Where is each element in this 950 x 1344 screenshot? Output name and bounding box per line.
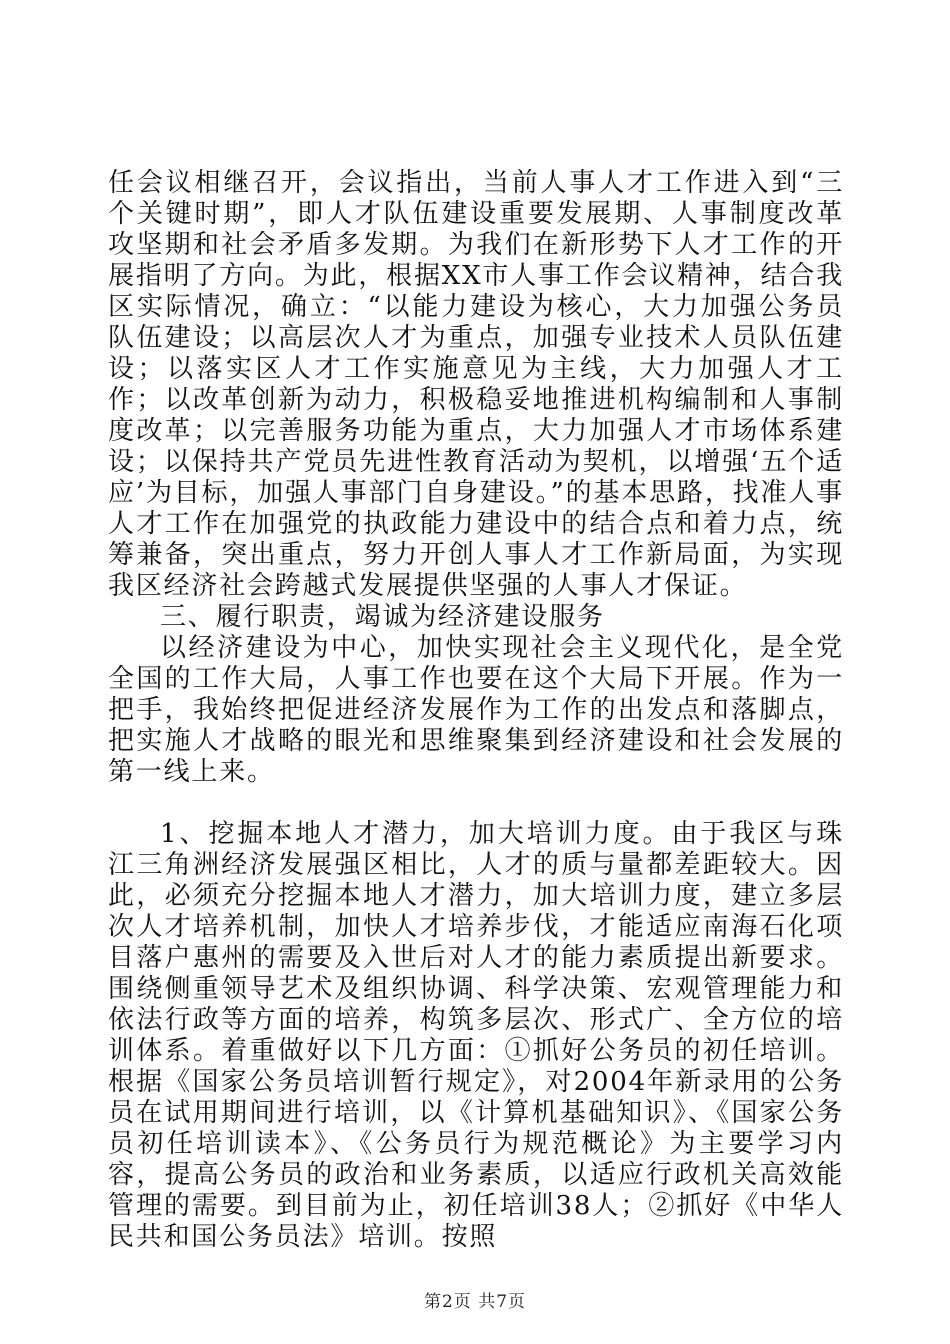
paragraph-talent-training: 1、挖掘本地人才潜力，加大培训力度。由于我区与珠江三角洲经济发展强区相比，人才的质与量都差距较大。因此，必须充分挖掘本地人才潜力，加大培训力度，建立多层次人才培养机制，加快人才培养步伐，才能适应南海石化项目落户惠州的需要及入世后对人才的能力素质提出新要求。围绕侧重领导艺术及组织协调、科学决策、宏观管理能力和依法行政等方面的培养，构筑多层次、形式广、全方位的培训体系。着重做好以下几方面：①抓好公务员的初任培训。根据《国家公务员培训暂行规定》，对2004年新录用的公务员在试用期间进行培训，以《计算机基础知识》、《国家公务员初任培训读本》、《公务员行为规范概论》为主要学习内容，提高公务员的政治和业务素质，以适应行政机关高效能管理的需要。到目前为止，初任培训38人；②抓好《中华人民共和国公务员法》培训。按照 [108, 819, 844, 1252]
page-footer: 第2页 共7页 [423, 1292, 527, 1312]
paragraph-gap [108, 788, 844, 819]
paragraph-continuation: 任会议相继召开，会议指出，当前人事人才工作进入到“三个关键时期”，即人才队伍建设重要发展期、人事制度改革攻坚期和社会矛盾多发期。为我们在新形势下人才工作的开展指明了方向。为此，根据XX市人事工作会议精神，结合我区实际情况，确立：“以能力建设为核心，大力加强公务员队伍建设；以高层次人才为重点，加强专业技术人员队伍建设；以落实区人才工作实施意见为主线，大力加强人才工作；以改革创新为动力，积极稳妥地推进机构编制和人事制度改革；以完善服务功能为重点，大力加强人才市场体系建设；以保持共产党员先进性教育活动为契机，以增强‘五个适应’为目标，加强人事部门自身建设。”的基本思路，找准人事人才工作在加强党的执政能力建设中的结合点和着力点，统筹兼备，突出重点，努力开创人事人才工作新局面，为实现我区经济社会跨越式发展提供坚强的人事人才保证。 [108, 168, 844, 601]
paragraph-economic-center: 以经济建设为中心，加快实现社会主义现代化，是全党全国的工作大局，人事工作也要在这个大局下开展。作为一把手，我始终把促进经济发展作为工作的出发点和落脚点，把实施人才战略的眼光和思维聚集到经济建设和社会发展的第一线上来。 [108, 633, 844, 787]
section-heading-three: 三、履行职责，竭诚为经济建设服务 [160, 602, 605, 632]
document-body [108, 168, 844, 1253]
